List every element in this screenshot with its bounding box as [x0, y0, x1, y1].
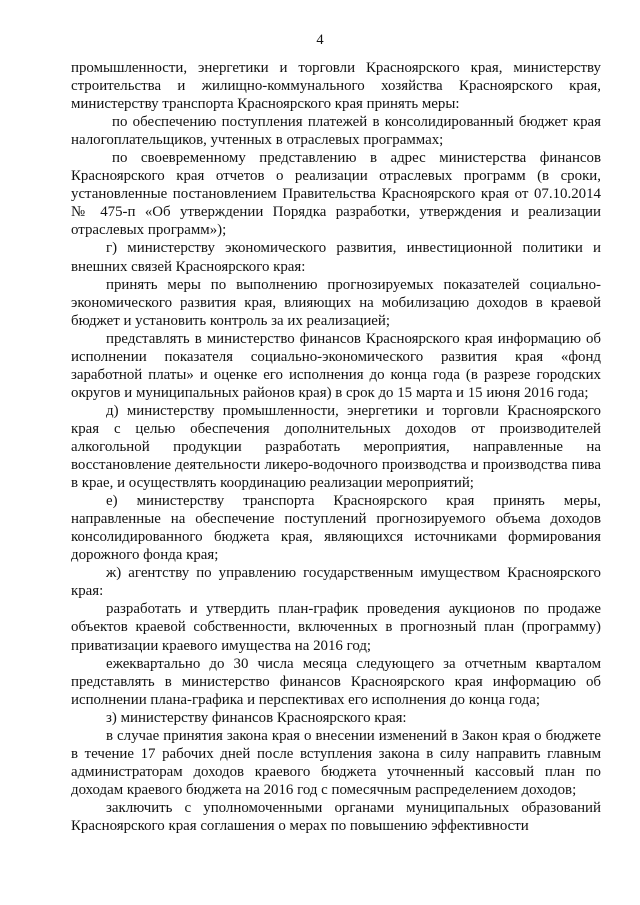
paragraph: промышленности, энергетики и торговли Красноярского края, министерству строительства и жилищно-коммунального хозяйства Красноярского края, министерству транспорта Красноярского края принять меры: [71, 60, 601, 113]
paragraph: з) министерству финансов Красноярского края: [106, 709, 407, 726]
paragraph: г) министерству экономического развития, инвестиционной политики и внешних связей Красноярского края: [71, 240, 601, 275]
paragraph: разработать и утвердить план-график проведения аукционов по продаже объектов краевой собственности, включенных в прогнозный план (программу) приватизации краевого имущества на 2016 год; [71, 601, 601, 654]
paragraph: е) министерству транспорта Красноярского края принять меры, направленные на обеспечение поступлений прогнозируемого объема доходов консолидированного бюджета края, являющихся источниками формирования дорожного фонда края; [71, 493, 601, 564]
paragraph: в случае принятия закона края о внесении изменений в Закон края о бюджете в течение 17 рабочих дней после вступления закона в силу направить главным администраторам доходов краевого бюджета уточненный кассовый план по доходам краевого бюджета на 2016 год с помесячным распределением доходов; [71, 727, 601, 798]
paragraph: д) министерству промышленности, энергетики и торговли Красноярского края с целью обеспечения дополнительных доходов от производителей алкогольной продукции разработать мероприятия, направленные на восстановление деятельности ликеро-водочного производства и производства пива в крае, и осуществлять координацию реализации мероприятий; [71, 402, 601, 492]
paragraph: принять меры по выполнению прогнозируемых показателей социально-экономического развития края, влияющих на мобилизацию доходов в краевой бюджет и установить контроль за их реализацией; [71, 276, 601, 329]
page-number: 4 [316, 32, 324, 48]
paragraph: заключить с уполномоченными органами муниципальных образований Красноярского края соглашения о мерах по повышению эффективности [71, 799, 601, 834]
document-body [71, 59, 601, 835]
paragraph: по обеспечению поступления платежей в консолидированный бюджет края налогоплательщиков, учтенных в отраслевых программах; [71, 114, 601, 149]
paragraph: представлять в министерство финансов Красноярского края информацию об исполнении показателя социально-экономического развития края «фонд заработной платы» и оценке его исполнения до конца года (в разрезе городских округов и муниципальных районов края) в срок до 15 марта и 15 июня 2016 года; [71, 330, 601, 401]
paragraph: по своевременному представлению в адрес министерства финансов Красноярского края отчетов о реализации отраслевых программ (в сроки, установленные постановлением Правительства Красноярского края от 07.10.2014 № 475-п «Об утверждении Порядка разработки, утверждения и реализации отраслевых программ»); [71, 150, 601, 239]
paragraph: ж) агентству по управлению государственным имуществом Красноярского края: [71, 565, 601, 600]
paragraph: ежеквартально до 30 числа месяца следующего за отчетным кварталом представлять в министерство финансов Красноярского края информацию об исполнении плана-графика и перспективах его исполнения до конца года; [71, 655, 601, 708]
